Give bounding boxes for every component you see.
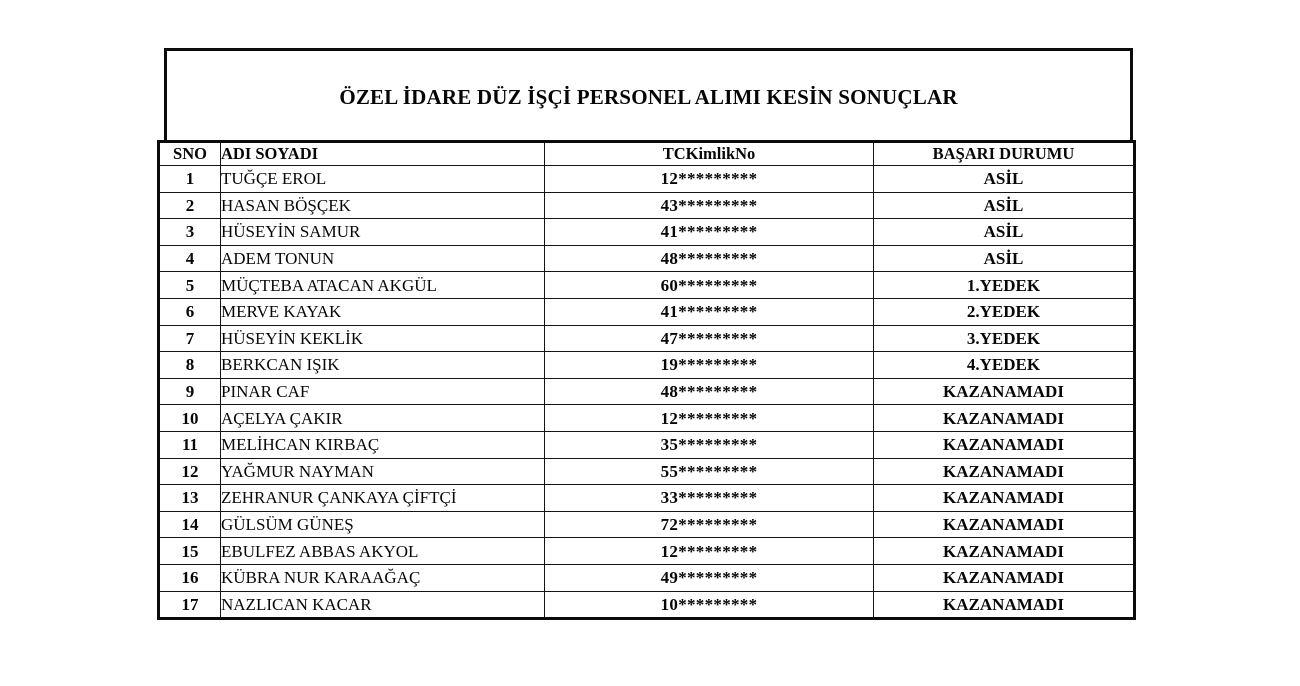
column-header-tc: TCKimlikNo [545, 142, 874, 166]
cell-tckimlikno: 43********* [545, 192, 874, 219]
cell-name: YAĞMUR NAYMAN [221, 458, 545, 485]
cell-name: MÜÇTEBA ATACAN AKGÜL [221, 272, 545, 299]
cell-sno: 10 [159, 405, 221, 432]
cell-tckimlikno: 48********* [545, 245, 874, 272]
cell-tckimlikno: 48********* [545, 378, 874, 405]
cell-sno: 12 [159, 458, 221, 485]
cell-name: BERKCAN IŞIK [221, 352, 545, 379]
cell-name: AÇELYA ÇAKIR [221, 405, 545, 432]
table-row [159, 245, 1135, 272]
cell-tckimlikno: 19********* [545, 352, 874, 379]
cell-name: HASAN BÖŞÇEK [221, 192, 545, 219]
document-title: ÖZEL İDARE DÜZ İŞÇİ PERSONEL ALIMI KESİN SONUÇLAR [339, 85, 958, 109]
cell-tckimlikno: 47********* [545, 325, 874, 352]
table-row [159, 352, 1135, 379]
table-row [159, 192, 1135, 219]
table-row [159, 591, 1135, 619]
cell-status: KAZANAMADI [874, 538, 1135, 565]
cell-name: MERVE KAYAK [221, 298, 545, 325]
cell-sno: 15 [159, 538, 221, 565]
table-row [159, 538, 1135, 565]
cell-tckimlikno: 41********* [545, 219, 874, 246]
cell-sno: 5 [159, 272, 221, 299]
cell-status: 4.YEDEK [874, 352, 1135, 379]
cell-sno: 16 [159, 564, 221, 591]
cell-tckimlikno: 10********* [545, 591, 874, 619]
cell-sno: 17 [159, 591, 221, 619]
table-row [159, 431, 1135, 458]
cell-tckimlikno: 33********* [545, 485, 874, 512]
table-row [159, 564, 1135, 591]
table-header-row [159, 142, 1135, 166]
cell-name: PINAR CAF [221, 378, 545, 405]
cell-tckimlikno: 35********* [545, 431, 874, 458]
table-row [159, 325, 1135, 352]
cell-sno: 6 [159, 298, 221, 325]
cell-tckimlikno: 72********* [545, 511, 874, 538]
column-header-status: BAŞARI DURUMU [874, 142, 1135, 166]
cell-name: HÜSEYİN SAMUR [221, 219, 545, 246]
cell-sno: 1 [159, 166, 221, 193]
cell-tckimlikno: 41********* [545, 298, 874, 325]
column-header-name: ADI SOYADI [221, 142, 545, 166]
column-header-sno: SNO [159, 142, 221, 166]
cell-sno: 13 [159, 485, 221, 512]
cell-status: KAZANAMADI [874, 564, 1135, 591]
cell-sno: 3 [159, 219, 221, 246]
cell-status: KAZANAMADI [874, 431, 1135, 458]
cell-sno: 14 [159, 511, 221, 538]
cell-name: ZEHRANUR ÇANKAYA ÇİFTÇİ [221, 485, 545, 512]
cell-status: 3.YEDEK [874, 325, 1135, 352]
cell-name: HÜSEYİN KEKLİK [221, 325, 545, 352]
cell-tckimlikno: 60********* [545, 272, 874, 299]
cell-tckimlikno: 12********* [545, 538, 874, 565]
table-row [159, 458, 1135, 485]
table-row [159, 219, 1135, 246]
cell-name: ADEM TONUN [221, 245, 545, 272]
cell-name: EBULFEZ ABBAS AKYOL [221, 538, 545, 565]
cell-status: KAZANAMADI [874, 591, 1135, 619]
table-row [159, 511, 1135, 538]
cell-status: ASİL [874, 166, 1135, 193]
cell-sno: 2 [159, 192, 221, 219]
cell-status: KAZANAMADI [874, 405, 1135, 432]
cell-sno: 11 [159, 431, 221, 458]
cell-status: KAZANAMADI [874, 511, 1135, 538]
cell-status: 1.YEDEK [874, 272, 1135, 299]
cell-name: NAZLICAN KACAR [221, 591, 545, 619]
table-row [159, 166, 1135, 193]
cell-name: GÜLSÜM GÜNEŞ [221, 511, 545, 538]
cell-status: ASİL [874, 245, 1135, 272]
cell-status: KAZANAMADI [874, 485, 1135, 512]
cell-name: MELİHCAN KIRBAÇ [221, 431, 545, 458]
cell-name: KÜBRA NUR KARAAĞAÇ [221, 564, 545, 591]
table-row [159, 298, 1135, 325]
cell-tckimlikno: 55********* [545, 458, 874, 485]
table-row [159, 378, 1135, 405]
cell-status: 2.YEDEK [874, 298, 1135, 325]
cell-status: ASİL [874, 192, 1135, 219]
table-row [159, 485, 1135, 512]
document-title-box [164, 48, 1133, 140]
cell-sno: 7 [159, 325, 221, 352]
table-header [159, 142, 1135, 166]
cell-name: TUĞÇE EROL [221, 166, 545, 193]
cell-tckimlikno: 12********* [545, 405, 874, 432]
results-table [157, 140, 1136, 620]
cell-sno: 9 [159, 378, 221, 405]
table-row [159, 405, 1135, 432]
cell-status: KAZANAMADI [874, 458, 1135, 485]
table-body [159, 166, 1135, 619]
cell-sno: 8 [159, 352, 221, 379]
cell-status: ASİL [874, 219, 1135, 246]
cell-tckimlikno: 49********* [545, 564, 874, 591]
cell-status: KAZANAMADI [874, 378, 1135, 405]
cell-sno: 4 [159, 245, 221, 272]
cell-tckimlikno: 12********* [545, 166, 874, 193]
table-row [159, 272, 1135, 299]
